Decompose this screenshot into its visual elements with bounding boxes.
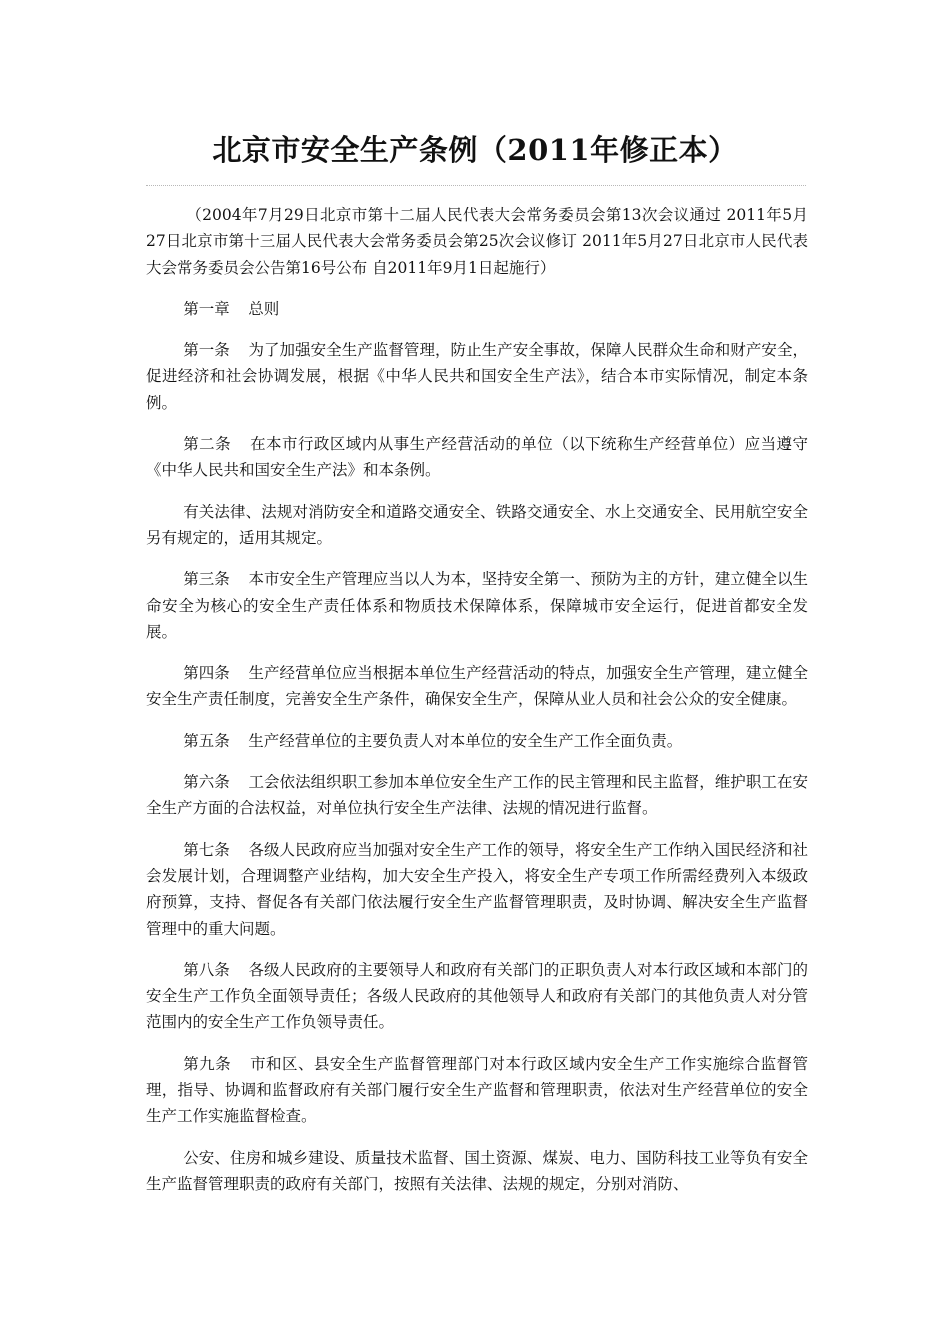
article-label: 第三条 (183, 570, 230, 589)
article-label: 第二条 (183, 435, 232, 454)
article-label: 第六条 (183, 773, 230, 792)
article-text: 工会依法组织职工参加本单位安全生产工作的民主管理和民主监督，维护职工在安全生产方面的合法权益，对单位执行安全生产法律、法规的情况进行监督。 (146, 773, 808, 818)
article-label: 第八条 (183, 960, 230, 979)
article-paragraph (146, 1145, 808, 1198)
chapter-heading (146, 296, 808, 322)
article-text: 有关法律、法规对消防安全和道路交通安全、铁路交通安全、水上交通安全、民用航空安全另有规定的，适用其规定。 (146, 502, 808, 547)
article-paragraph (146, 728, 808, 754)
article-label: 第五条 (183, 731, 230, 750)
article-text: 生产经营单位应当根据本单位生产经营活动的特点，加强安全生产管理，建立健全安全生产责任制度，完善安全生产条件，确保安全生产，保障从业人员和社会公众的安全健康。 (146, 664, 808, 709)
enactment-note: （2004年7月29日北京市第十二届人民代表大会常务委员会第13次会议通过 2011年5月27日北京市第十三届人民代表大会常务委员会第25次会议修订 2011年5月27日北京市人民代表大会常务委员会公告第16号公布 自2011年9月1日起施行） (146, 206, 808, 277)
article-label: 第七条 (183, 840, 230, 859)
article-text: 公安、住房和城乡建设、质量技术监督、国土资源、煤炭、电力、国防科技工业等负有安全生产监督管理职责的政府有关部门，按照有关法律、法规的规定，分别对消防、 (146, 1148, 808, 1193)
article-paragraph (146, 837, 808, 942)
document-title: 北京市安全生产条例（2011年修正本） (212, 133, 738, 167)
article-label: 第九条 (183, 1054, 232, 1073)
article-text: 为了加强安全生产监督管理，防止生产安全事故，保障人民群众生命和财产安全，促进经济和社会协调发展，根据《中华人民共和国安全生产法》，结合本市实际情况，制定本条例。 (146, 341, 808, 412)
article-text: 各级人民政府应当加强对安全生产工作的领导，将安全生产工作纳入国民经济和社会发展计划，合理调整产业结构，加大安全生产投入，将安全生产专项工作所需经费列入本级政府预算，支持、督促各有关部门依法履行安全生产监督管理职责，及时协调、解决安全生产监督管理中的重大问题。 (146, 840, 808, 938)
document-body (146, 202, 808, 1197)
article-paragraph (146, 499, 808, 552)
article-text: 生产经营单位的主要负责人对本单位的安全生产工作全面负责。 (248, 731, 683, 750)
title-divider (146, 185, 806, 186)
article-text: 各级人民政府的主要领导人和政府有关部门的正职负责人对本行政区域和本部门的安全生产工作负全面领导责任；各级人民政府的其他领导人和政府有关部门的其他负责人对分管范围内的安全生产工作负领导责任。 (146, 960, 808, 1032)
article-paragraph (146, 660, 808, 713)
chapter-label: 第一章 (183, 299, 230, 318)
article-text: 市和区、县安全生产监督管理部门对本行政区域内安全生产工作实施综合监督管理，指导、协调和监督政府有关部门履行安全生产监督和管理职责，依法对生产经营单位的安全生产工作实施监督检查。 (146, 1054, 808, 1126)
article-label: 第一条 (183, 341, 230, 360)
article-text: 本市安全生产管理应当以人为本，坚持安全第一、预防为主的方针，建立健全以生命安全为核心的安全生产责任体系和物质技术保障体系，保障城市安全运行，促进首都安全发展。 (146, 570, 808, 641)
article-paragraph (146, 431, 808, 484)
article-paragraph (146, 337, 808, 416)
chapter-title: 总则 (248, 299, 280, 318)
article-text: 在本市行政区域内从事生产经营活动的单位（以下统称生产经营单位）应当遵守《中华人民共和国安全生产法》和本条例。 (146, 435, 808, 480)
article-paragraph (146, 769, 808, 822)
article-paragraph (146, 566, 808, 645)
article-paragraph (146, 957, 808, 1036)
article-paragraph (146, 1051, 808, 1130)
article-label: 第四条 (183, 664, 230, 683)
